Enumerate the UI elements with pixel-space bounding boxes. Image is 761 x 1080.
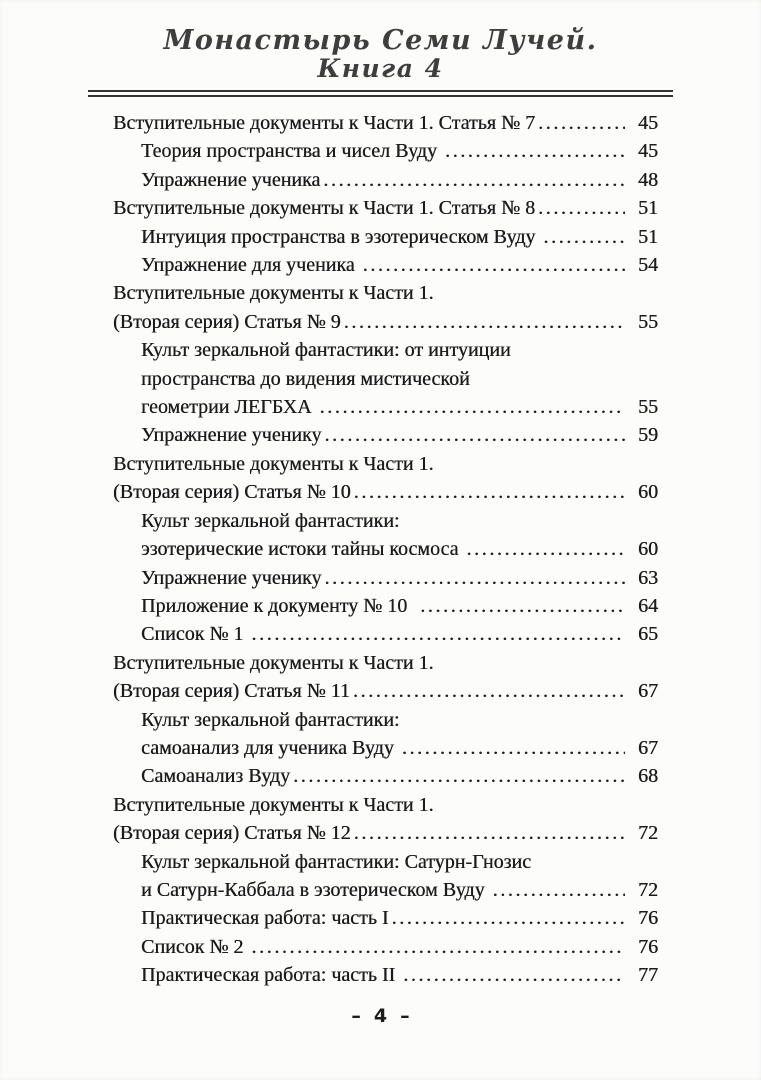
toc-line — [141, 762, 658, 790]
dot-leader — [389, 904, 625, 932]
toc-entry-title: пространства до видения мистической — [141, 367, 470, 390]
dot-leader — [463, 535, 625, 563]
dot-leader — [350, 677, 625, 705]
toc-entry — [113, 279, 658, 336]
toc-page-number: 64 — [638, 594, 658, 617]
toc-entry-title: Список № 2 — [141, 935, 249, 958]
toc-entry — [113, 904, 658, 932]
toc-entry-title: Практическая работа: часть I — [141, 907, 389, 930]
toc-entry-title: Вступительные документы к Части 1. — [113, 282, 434, 305]
dot-leader — [341, 308, 625, 336]
dot-leader — [400, 961, 625, 989]
toc-page-number: 54 — [638, 254, 658, 277]
toc-entry — [113, 251, 658, 279]
toc-line — [141, 620, 658, 648]
dot-leader — [321, 564, 625, 592]
toc-entry-title: Интуиция пространства в эзотерическом Вуду — [141, 225, 541, 248]
toc-entry — [113, 592, 658, 620]
toc-entry-title: Самоанализ Вуду — [141, 765, 291, 788]
dot-leader — [360, 251, 625, 279]
toc-entry-title: Культ зеркальной фантастики: Сатурн-Гнозис — [141, 850, 532, 873]
toc-page-number: 48 — [638, 168, 658, 191]
dot-leader — [290, 762, 625, 790]
toc-entry-title: Список № 1 — [141, 623, 249, 646]
toc-page-number: 76 — [638, 935, 658, 958]
toc-entry-title: Практическая работа: часть II — [141, 964, 401, 987]
dot-leader — [417, 592, 625, 620]
toc-line — [141, 904, 658, 932]
toc-page-number: 60 — [638, 538, 658, 561]
toc-entry — [113, 507, 658, 564]
footer-page-number: 4 — [373, 1005, 388, 1027]
toc-entry — [113, 848, 658, 905]
toc-entry-title: Вступительные документы к Части 1. — [113, 452, 434, 475]
toc-line — [113, 819, 658, 847]
toc-line — [141, 734, 658, 762]
dot-leader — [399, 734, 625, 762]
dot-leader — [248, 620, 625, 648]
toc-entry — [113, 620, 658, 648]
toc-entry — [113, 109, 658, 137]
toc-page-number: 60 — [638, 481, 658, 504]
toc-page-number: 51 — [638, 197, 658, 220]
toc-line — [141, 961, 658, 989]
toc-line — [141, 507, 658, 535]
toc-entry-title: Упражнение ученику — [141, 566, 322, 589]
toc-line — [113, 677, 658, 705]
dot-leader — [248, 933, 625, 961]
toc-entry — [113, 194, 658, 222]
toc-line — [141, 564, 658, 592]
toc-page-number: 55 — [638, 310, 658, 333]
toc-line — [141, 336, 658, 364]
toc-entry-title: Вступительные документы к Части 1. Статья № 8 — [113, 197, 536, 220]
toc-line — [141, 393, 658, 421]
toc-entry-title: (Вторая серия) Статья № 12 — [113, 822, 351, 845]
toc-entry-title: Упражнение ученика — [141, 168, 321, 191]
toc-entry-title: эзотерические истоки тайны космоса — [141, 538, 464, 561]
toc-entry — [113, 791, 658, 848]
toc-line — [141, 592, 658, 620]
toc-page-number: 45 — [638, 112, 658, 134]
toc-line — [141, 137, 658, 165]
dot-leader — [320, 166, 625, 194]
dot-leader — [317, 393, 625, 421]
dot-leader — [351, 478, 625, 506]
toc-entry-title: Вступительные документы к Части 1. Статья № 7 — [113, 112, 536, 134]
book-volume: Книга 4 — [317, 54, 444, 83]
toc-page-number: 72 — [638, 822, 658, 845]
book-title: Монастырь Семи Лучей. — [163, 25, 598, 56]
dot-leader — [321, 421, 625, 449]
toc-entry — [113, 961, 658, 989]
toc-line — [141, 876, 658, 904]
toc-list — [113, 109, 658, 990]
toc-entry-title: Культ зеркальной фантастики: от интуиции — [141, 339, 511, 362]
toc-entry — [113, 762, 658, 790]
toc-entry-title: самоанализ для ученика Вуду — [141, 736, 399, 759]
toc-line — [113, 109, 658, 137]
table-of-contents — [113, 109, 658, 990]
dot-leader — [442, 137, 625, 165]
toc-entry — [113, 564, 658, 592]
toc-entry-title: и Сатурн-Каббала в эзотерическом Вуду — [141, 878, 490, 901]
toc-page-number: 59 — [638, 424, 658, 447]
toc-line — [113, 478, 658, 506]
toc-line — [141, 365, 658, 393]
toc-entry-title: Вступительные документы к Части 1. — [113, 793, 434, 816]
toc-entry-title: Культ зеркальной фантастики: — [141, 509, 400, 532]
toc-entry-title: Вступительные документы к Части 1. — [113, 651, 434, 674]
toc-line — [141, 848, 658, 876]
toc-entry-title: (Вторая серия) Статья № 9 — [113, 310, 341, 333]
toc-entry — [113, 450, 658, 507]
toc-line — [141, 166, 658, 194]
toc-page-number: 68 — [638, 765, 658, 788]
toc-entry-title: Приложение к документу № 10 — [141, 594, 418, 617]
toc-page-number: 65 — [638, 623, 658, 646]
toc-line — [141, 223, 658, 251]
toc-page-number: 63 — [638, 566, 658, 589]
toc-entry — [113, 421, 658, 449]
toc-page-number: 67 — [638, 680, 658, 703]
toc-entry-title: Упражнение для ученика — [141, 254, 360, 277]
toc-line — [141, 933, 658, 961]
dot-leader — [540, 223, 625, 251]
toc-page-number: 76 — [638, 907, 658, 930]
toc-entry-title: геометрии ЛЕГБХА — [141, 396, 317, 419]
toc-entry — [113, 933, 658, 961]
toc-entry-title: (Вторая серия) Статья № 11 — [113, 680, 350, 703]
toc-line — [113, 279, 658, 307]
toc-page-number: 67 — [638, 736, 658, 759]
toc-entry — [113, 223, 658, 251]
dot-leader — [535, 194, 625, 222]
toc-line — [141, 421, 658, 449]
header-divider-rule — [88, 90, 673, 97]
toc-page-number: 55 — [638, 396, 658, 419]
toc-line — [141, 251, 658, 279]
dot-leader — [351, 819, 625, 847]
footer-left-dash: – — [351, 1005, 361, 1027]
book-header — [0, 0, 761, 82]
toc-page-number: 72 — [638, 878, 658, 901]
toc-entry — [113, 137, 658, 165]
toc-page-number: 51 — [638, 225, 658, 248]
toc-page-number: 45 — [638, 140, 658, 163]
toc-line — [141, 535, 658, 563]
toc-entry-title: Теория пространства и чисел Вуду — [141, 140, 442, 163]
toc-page-number: 77 — [638, 964, 658, 987]
footer-right-dash: – — [400, 1005, 410, 1027]
page-footer — [0, 1005, 761, 1027]
toc-entry — [113, 649, 658, 706]
toc-entry-title: Упражнение ученику — [141, 424, 322, 447]
toc-entry-title: (Вторая серия) Статья № 10 — [113, 481, 351, 504]
toc-entry — [113, 706, 658, 763]
toc-entry — [113, 336, 658, 421]
toc-entry — [113, 166, 658, 194]
toc-line — [113, 791, 658, 819]
toc-line — [113, 308, 658, 336]
toc-line — [141, 706, 658, 734]
toc-line — [113, 649, 658, 677]
dot-leader — [535, 109, 625, 137]
toc-line — [113, 450, 658, 478]
dot-leader — [490, 876, 625, 904]
toc-entry-title: Культ зеркальной фантастики: — [141, 708, 400, 731]
toc-line — [113, 194, 658, 222]
